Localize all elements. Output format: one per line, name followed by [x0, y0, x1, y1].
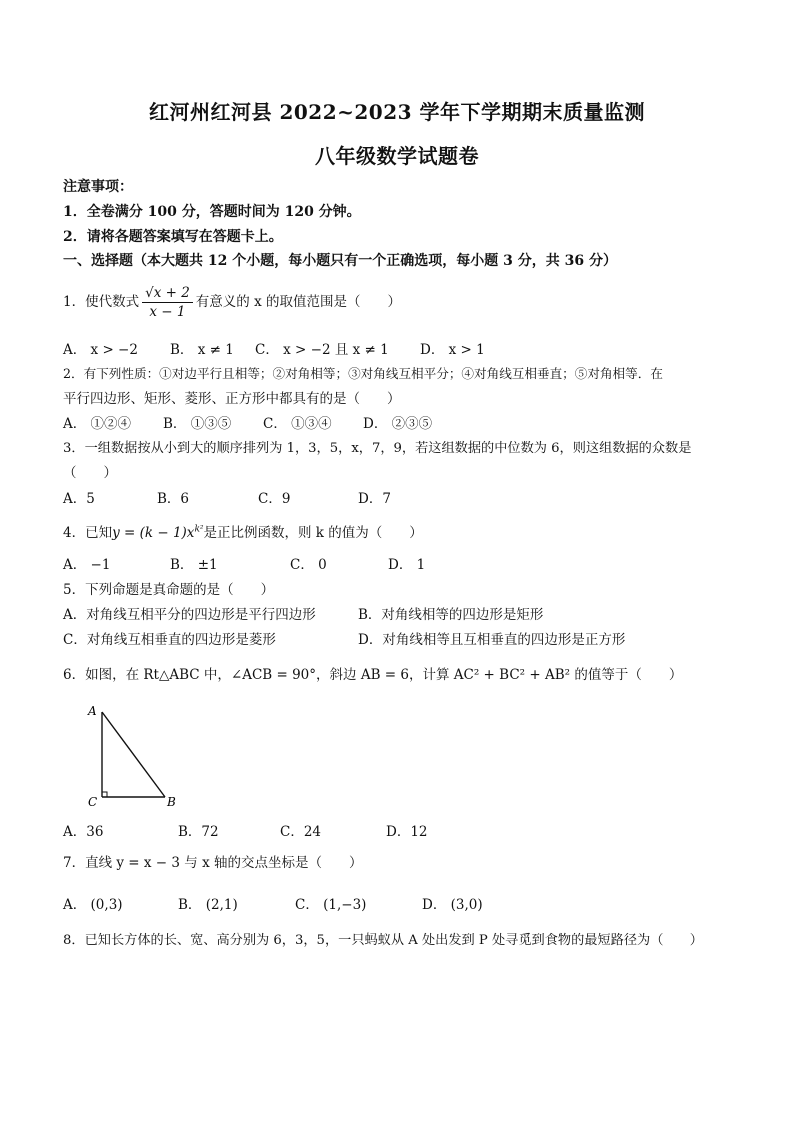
exam-title: 红河州红河县 2022~2023 学年下学期期末质量监测	[148, 100, 645, 124]
q3-option-d: D．7	[358, 491, 391, 507]
q1-option-b: B． x ≠ 1	[170, 342, 234, 358]
q6-option-a: A．36	[63, 824, 104, 840]
q7-option-a: A． (0,3)	[63, 897, 123, 913]
q1-option-d: D． x > 1	[420, 342, 485, 358]
q2-line-2: 平行四边形、矩形、菱形、正方形中都具有的是（ ）	[63, 391, 401, 407]
right-angle-mark	[102, 792, 107, 797]
q4-prefix: 4．已知	[63, 525, 113, 541]
q1-denominator: x − 1	[149, 304, 186, 320]
notice-item-2: 2．请将各题答案填写在答题卡上。	[63, 229, 283, 245]
q1-numerator: √x + 2	[142, 284, 193, 303]
right-triangle-figure	[85, 700, 195, 810]
q5-option-b: B．对角线相等的四边形是矩形	[358, 607, 544, 623]
q6-option-b: B．72	[178, 824, 219, 840]
exam-subtitle: 八年级数学试题卷	[315, 144, 479, 168]
q2-option-c: C． ①③④	[263, 416, 332, 432]
q3-line-2: （ ）	[63, 465, 117, 481]
q4-option-d: D． 1	[388, 557, 426, 573]
notice-heading: 注意事项：	[63, 179, 133, 195]
q3-line-1: 3．一组数据按从小到大的顺序排列为 1，3，5，x，7，9，若这组数据的中位数为 6，则这组数据的众数是	[63, 441, 692, 456]
question-4	[63, 521, 423, 541]
section-heading: 一、选择题（本大题共 12 个小题，每小题只有一个正确选项，每小题 3 分，共 36 分）	[63, 253, 617, 269]
vertex-label-a: A	[88, 704, 97, 718]
q6-option-d: D．12	[386, 824, 428, 840]
q5-option-a: A．对角线互相平分的四边形是平行四边形	[63, 607, 316, 623]
q4-option-a: A． −1	[63, 557, 111, 573]
q1-suffix: 有意义的 x 的取值范围是（ ）	[195, 294, 401, 310]
q1-option-a: A． x > −2	[63, 342, 138, 358]
q4-formula: y = (k − 1)x	[112, 525, 195, 541]
question-1	[63, 284, 401, 321]
q7-line-1: 7．直线 y = x − 3 与 x 轴的交点坐标是（ ）	[63, 855, 363, 871]
q4-option-c: C． 0	[290, 557, 327, 573]
q3-option-c: C．9	[258, 491, 291, 507]
q7-option-d: D． (3,0)	[422, 897, 483, 913]
q2-option-d: D． ②③⑤	[363, 416, 433, 432]
q4-suffix: 是正比例函数，则 k 的值为（ ）	[203, 525, 423, 541]
q7-option-c: C． (1,−3)	[295, 897, 367, 913]
q6-option-c: C．24	[280, 824, 322, 840]
q2-line-1: 2．有下列性质：①对边平行且相等；②对角相等；③对角线互相平分；④对角线互相垂直；⑤对角相等．在	[63, 366, 663, 381]
vertex-label-c: C	[88, 795, 98, 809]
q2-option-a: A． ①②④	[63, 416, 132, 432]
triangle-hypotenuse-ab	[102, 712, 165, 797]
q4-option-b: B． ±1	[170, 557, 218, 573]
q4-exponent: k²	[194, 524, 204, 535]
q3-option-b: B．6	[157, 491, 190, 507]
q1-option-c: C． x > −2 且 x ≠ 1	[255, 342, 389, 358]
q2-option-b: B． ①③⑤	[163, 416, 232, 432]
notice-item-1: 1．全卷满分 100 分，答题时间为 120 分钟。	[63, 204, 361, 220]
q5-option-c: C．对角线互相垂直的四边形是菱形	[63, 632, 276, 648]
q5-line-1: 5．下列命题是真命题的是（ ）	[63, 582, 275, 598]
q1-prefix: 1．使代数式	[63, 294, 140, 310]
q5-option-d: D．对角线相等且互相垂直的四边形是正方形	[358, 632, 626, 648]
vertex-label-b: B	[167, 795, 176, 809]
q7-option-b: B． (2,1)	[178, 897, 238, 913]
q6-line-1: 6．如图，在 Rt△ABC 中，∠ACB = 90°，斜边 AB = 6，计算 AC² + BC² + AB² 的值等于（ ）	[63, 667, 683, 683]
q3-option-a: A．5	[63, 491, 95, 507]
q1-fraction	[142, 284, 193, 321]
q8-line-1: 8．已知长方体的长、宽、高分别为 6，3，5，一只蚂蚁从 A 处出发到 P 处寻觅到食物的最短路径为（ ）	[63, 933, 703, 948]
